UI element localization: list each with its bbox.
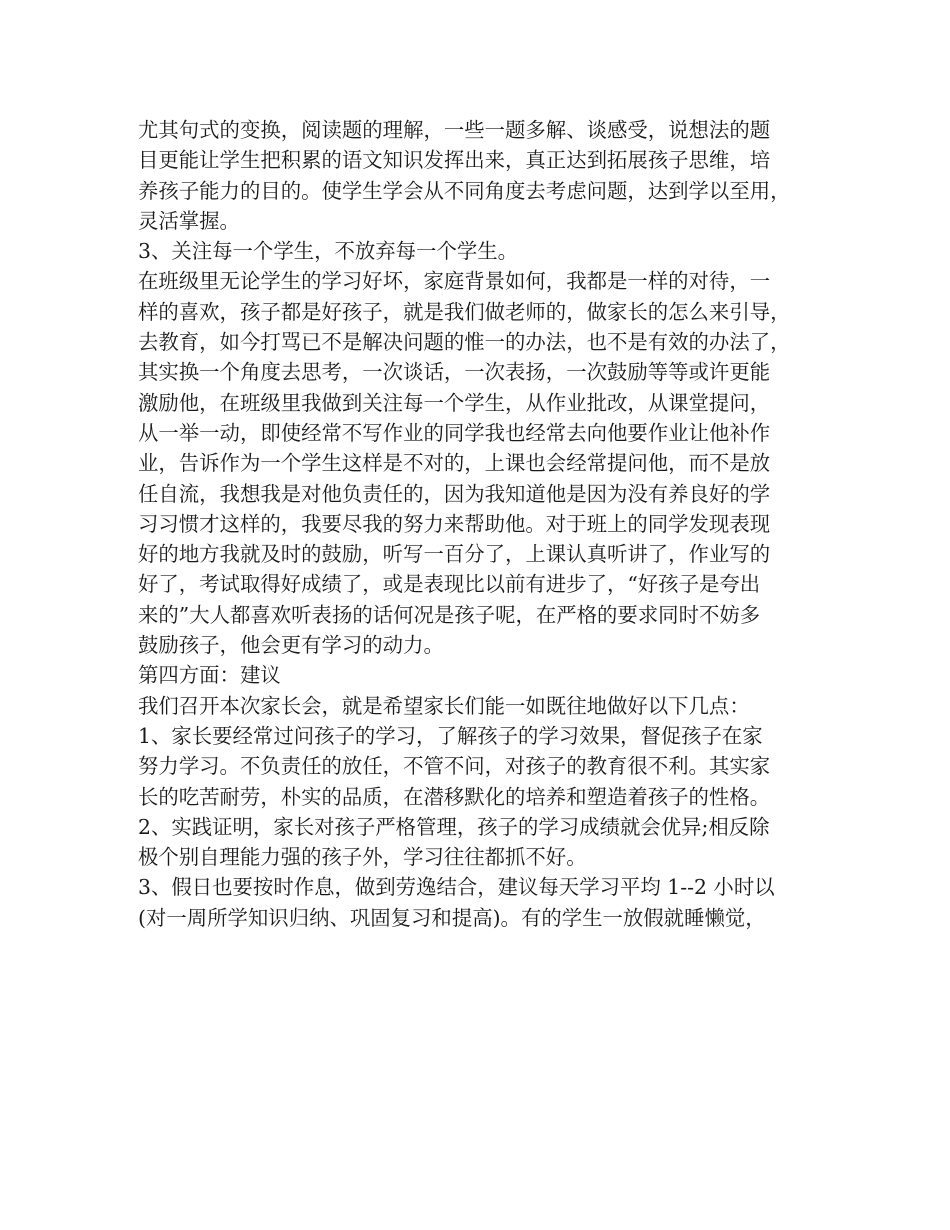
text-line: 目更能让学生把积累的语文知识发挥出来，真正达到拓展孩子思维，培 xyxy=(138,148,771,173)
text-line: 努力学习。不负责任的放任，不管不问，对孩子的教育很不利。其实家 xyxy=(138,754,771,779)
text-line: 业，告诉作为一个学生这样是不对的，上课也会经常提问他，而不是放 xyxy=(138,451,771,476)
text-line: 任自流，我想我是对他负责任的，因为我知道他是因为没有养良好的学 xyxy=(138,481,771,506)
text-line: 尤其句式的变换，阅读题的理解，一些一题多解、谈感受，说想法的题 xyxy=(138,118,771,142)
text-line: 去教育，如今打骂已不是解决问题的惟一的办法，也不是有效的办法了， xyxy=(138,330,791,355)
text-line: 我们召开本次家长会，就是希望家长们能一如既往地做好以下几点： xyxy=(138,693,750,718)
text-line: 激励他，在班级里我做到关注每一个学生，从作业批改，从课堂提问， xyxy=(138,390,771,415)
text-line: 来的”大人都喜欢听表扬的话何况是孩子呢，在严格的要求同时不妨多 xyxy=(138,602,761,627)
text-line: 灵活掌握。 xyxy=(138,208,240,233)
text-line: 鼓励孩子，他会更有学习的动力。 xyxy=(138,633,444,658)
document-body xyxy=(138,115,818,933)
text-line: 在班级里无论学生的学习好坏，家庭背景如何，我都是一样的对待，一 xyxy=(138,269,771,294)
text-line: 养孩子能力的目的。使学生学会从不同角度去考虑问题，达到学以至用， xyxy=(138,178,791,203)
text-line: 从一举一动，即使经常不写作业的同学我也经常去向他要作业让他补作 xyxy=(138,420,771,445)
text-line: 2、实践证明，家长对孩子严格管理，孩子的学习成绩就会优异;相反除 xyxy=(138,814,770,839)
section-heading: 3、关注每一个学生，不放弃每一个学生。 xyxy=(138,239,519,264)
text-line: 其实换一个角度去思考，一次谈话，一次表扬，一次鼓励等等或许更能 xyxy=(138,360,771,385)
text-line: 极个别自理能力强的孩子外，学习往往都抓不好。 xyxy=(138,845,587,870)
text-line: 1、家长要经常过问孩子的学习，了解孩子的学习效果，督促孩子在家 xyxy=(138,723,763,748)
text-line: 3、假日也要按时作息，做到劳逸结合，建议每天学习平均 1--2 小时以 xyxy=(138,875,775,900)
text-line: 好的地方我就及时的鼓励，听写一百分了，上课认真听讲了，作业写的 xyxy=(138,542,771,567)
text-line: (对一周所学知识归纳、巩固复习和提高)。有的学生一放假就睡懒觉， xyxy=(138,905,766,930)
text-line: 样的喜欢，孩子都是好孩子，就是我们做老师的，做家长的怎么来引导， xyxy=(138,299,791,324)
section-heading: 第四方面：建议 xyxy=(138,663,281,688)
text-line: 习习惯才这样的，我要尽我的努力来帮助他。对于班上的同学发现表现 xyxy=(138,511,771,536)
text-line: 好了，考试取得好成绩了，或是表现比以前有进步了，“好孩子是夸出 xyxy=(138,572,761,597)
text-line: 长的吃苦耐劳，朴实的品质，在潜移默化的培养和塑造着孩子的性格。 xyxy=(138,784,771,809)
